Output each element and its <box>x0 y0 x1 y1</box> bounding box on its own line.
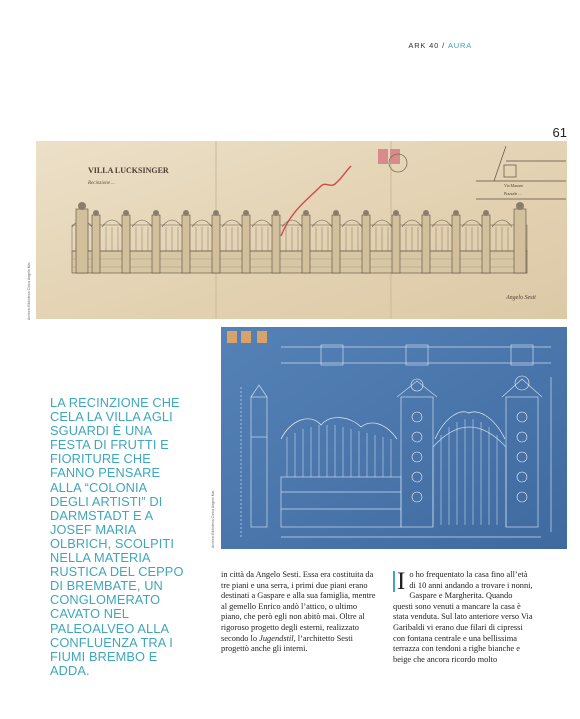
pull-quote: LA RECINZIONE CHE CELA LA VILLA AGLI SGUARDI È UNA FESTA DI FRUTTI E FIORITURE CHE FANNO PENSARE ALLA “COLONIA DEGLI ARTISTI” DI DARMSTADT E A JOSEF MARIA OLBRICH, SCOLPITI NELLA MATERIA RUSTICA DEL CEPPO DI BREMBATE, UN CONGLOMERATO CAVATO NEL PALEOALVEO ALLA CONFLUENZA TRA I FIUMI BREMBO E ADDA. <box>50 395 184 678</box>
body-col1-text: in città da Angelo Sesti. Essa era costituita da tre piani e una serra, i primi due piani erano destinati a Gaspare e alla sua famiglia, mentre al gemello Enrico andò l’attico, o ultimo piano, che però egli non abitò mai. Oltre al rigoroso progetto degli esterni, realizzato secondo lo <box>221 570 376 643</box>
header-separator: / <box>442 41 445 50</box>
street-label-2: Piazzale ... <box>504 191 522 196</box>
drawing-title: VILLA LUCKSINGER <box>88 166 169 175</box>
street-label-1: Via Masone <box>504 183 524 188</box>
drop-cap <box>393 568 406 595</box>
image-credit-bottom: Archivio Biblioteca Civica Angelo Mai <box>211 490 215 548</box>
fence-drawing-image <box>36 141 567 319</box>
architect-signature: Angelo Sesti <box>506 295 536 301</box>
body-column-1 <box>221 570 379 655</box>
gate-blueprint-illustration <box>221 327 567 549</box>
drawing-subtitle: Recinzione ... <box>88 181 115 186</box>
gate-blueprint-image <box>221 327 567 549</box>
body-col2-text: o ho frequentato la casa fino all’età di 10 anni andando a trovare i nonni, Gaspare e Margherita. Quando questi sono venuti a mancare la casa è stata venduta. Sul lato anteriore verso Via Garibaldi vi erano due filari di cipressi con fontana centrale e una bellissima terrazza con tendoni a righe bianche e beige che ancora ricordo molto <box>393 570 533 664</box>
magazine-name: ARK 40 <box>408 41 440 50</box>
body-column-2 <box>393 570 533 665</box>
image-credit-top: Archivio Biblioteca Civica Angelo Mai <box>27 262 31 320</box>
page-number: 61 <box>552 125 567 140</box>
drop-cap-letter: I <box>397 568 406 595</box>
section-name: AURA <box>447 41 472 50</box>
fence-drawing-illustration <box>36 141 567 319</box>
body-col1-emphasis: Jugendstil <box>259 633 294 643</box>
running-header <box>408 41 472 50</box>
body-col1-text-end: , l’architetto Sesti progettò anche gli interni. <box>221 633 353 654</box>
